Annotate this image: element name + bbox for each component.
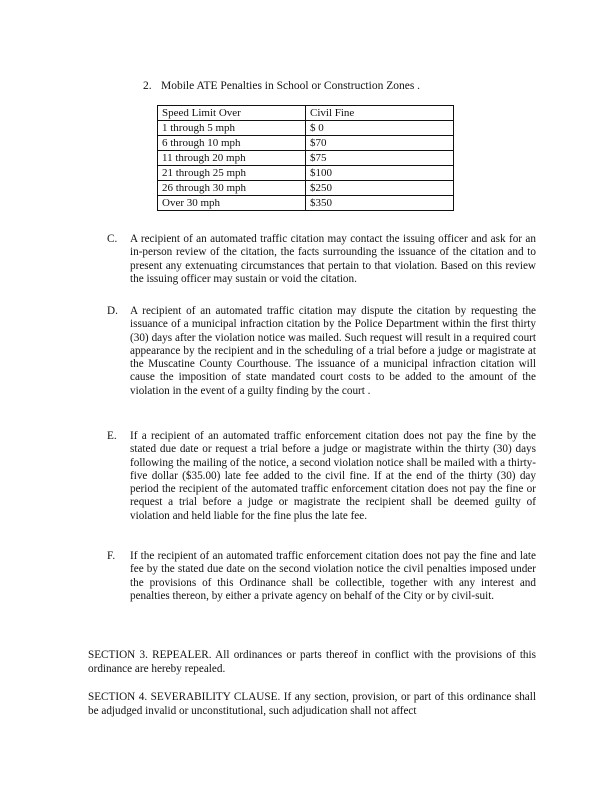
item-2-heading xyxy=(143,80,420,92)
header-civil-fine: Civil Fine xyxy=(306,106,454,121)
fine-amount: $70 xyxy=(306,136,454,151)
table-row xyxy=(158,196,454,211)
table-row xyxy=(158,166,454,181)
paragraph-text: A recipient of an automated traffic citation may dispute the citation by requesting the issuance of a municipal infraction citation by the Police Department within the first thirty (30) days after the violation notice was mailed. Such request will result in a required court appearance by the recipient and in the scheduling of a trial before a judge or magistrate at the Muscatine County Courthouse. The issuance of a municipal infraction citation will cause the imposition of state mandated court costs to be added to the amount of the violation in the event of a guilty finding by the court . xyxy=(130,305,536,397)
paragraph-text: If a recipient of an automated traffic enforcement citation does not pay the fine by the stated due date or request a trial before a judge or magistrate within the thirty (30) days following the mailing of the notice, a second violation notice shall be mailed with a thirty-five dollar ($35.00) late fee added to the civil fine. If at the end of the thirty (30) day period the recipient of the automated traffic enforcement citation does not pay the fine or request a trial before a judge or magistrate the recipient shall be deemed guilty of violation and held liable for the fine plus the late fee. xyxy=(130,430,536,522)
paragraph-letter: F. xyxy=(107,550,116,562)
table-row xyxy=(158,181,454,196)
section-3-repealer xyxy=(88,648,536,676)
section-text: SECTION 4. SEVERABILITY CLAUSE. If any section, provision, or part of this ordinance shall be adjudged invalid or unconstitutional, such adjudication shall not affect xyxy=(88,691,536,717)
fine-amount: $250 xyxy=(306,181,454,196)
civil-fine-table xyxy=(157,105,454,211)
fine-amount: $100 xyxy=(306,166,454,181)
table-header-row xyxy=(158,106,454,121)
paragraph-text: If the recipient of an automated traffic enforcement citation does not pay the fine and late fee by the stated due date on the second violation notice the civil penalties imposed under the provisions of this Ordinance shall be collectible, together with any interest and penalties thereon, by either a private agency on behalf of the City or by civil-suit. xyxy=(130,550,536,602)
table-row xyxy=(158,136,454,151)
paragraph-d xyxy=(107,305,536,398)
table-row xyxy=(158,121,454,136)
fine-amount: $ 0 xyxy=(306,121,454,136)
section-4-severability xyxy=(88,690,536,718)
paragraph-letter: D. xyxy=(107,305,118,317)
header-speed-limit: Speed Limit Over xyxy=(158,106,306,121)
paragraph-text: A recipient of an automated traffic citation may contact the issuing officer and ask for an in-person review of the citation, the facts surrounding the issuance of the citation and to present any extenuating circumstances that pertain to that violation. Based on this review the issuing officer may sustain or void the citation. xyxy=(130,233,536,285)
section-text: SECTION 3. REPEALER. All ordinances or parts thereof in conflict with the provisions of this ordinance are hereby repealed. xyxy=(88,649,536,675)
fine-amount: $75 xyxy=(306,151,454,166)
item-number: 2. xyxy=(143,80,152,92)
fine-amount: $350 xyxy=(306,196,454,211)
speed-range: 26 through 30 mph xyxy=(158,181,306,196)
paragraph-letter: E. xyxy=(107,430,117,442)
item-title: Mobile ATE Penalties in School or Construction Zones . xyxy=(161,80,421,92)
speed-range: 21 through 25 mph xyxy=(158,166,306,181)
speed-range: Over 30 mph xyxy=(158,196,306,211)
paragraph-e xyxy=(107,430,536,523)
speed-range: 1 through 5 mph xyxy=(158,121,306,136)
speed-range: 6 through 10 mph xyxy=(158,136,306,151)
speed-range: 11 through 20 mph xyxy=(158,151,306,166)
table-row xyxy=(158,151,454,166)
paragraph-f xyxy=(107,550,536,603)
paragraph-letter: C. xyxy=(107,233,118,245)
paragraph-c xyxy=(107,233,536,286)
